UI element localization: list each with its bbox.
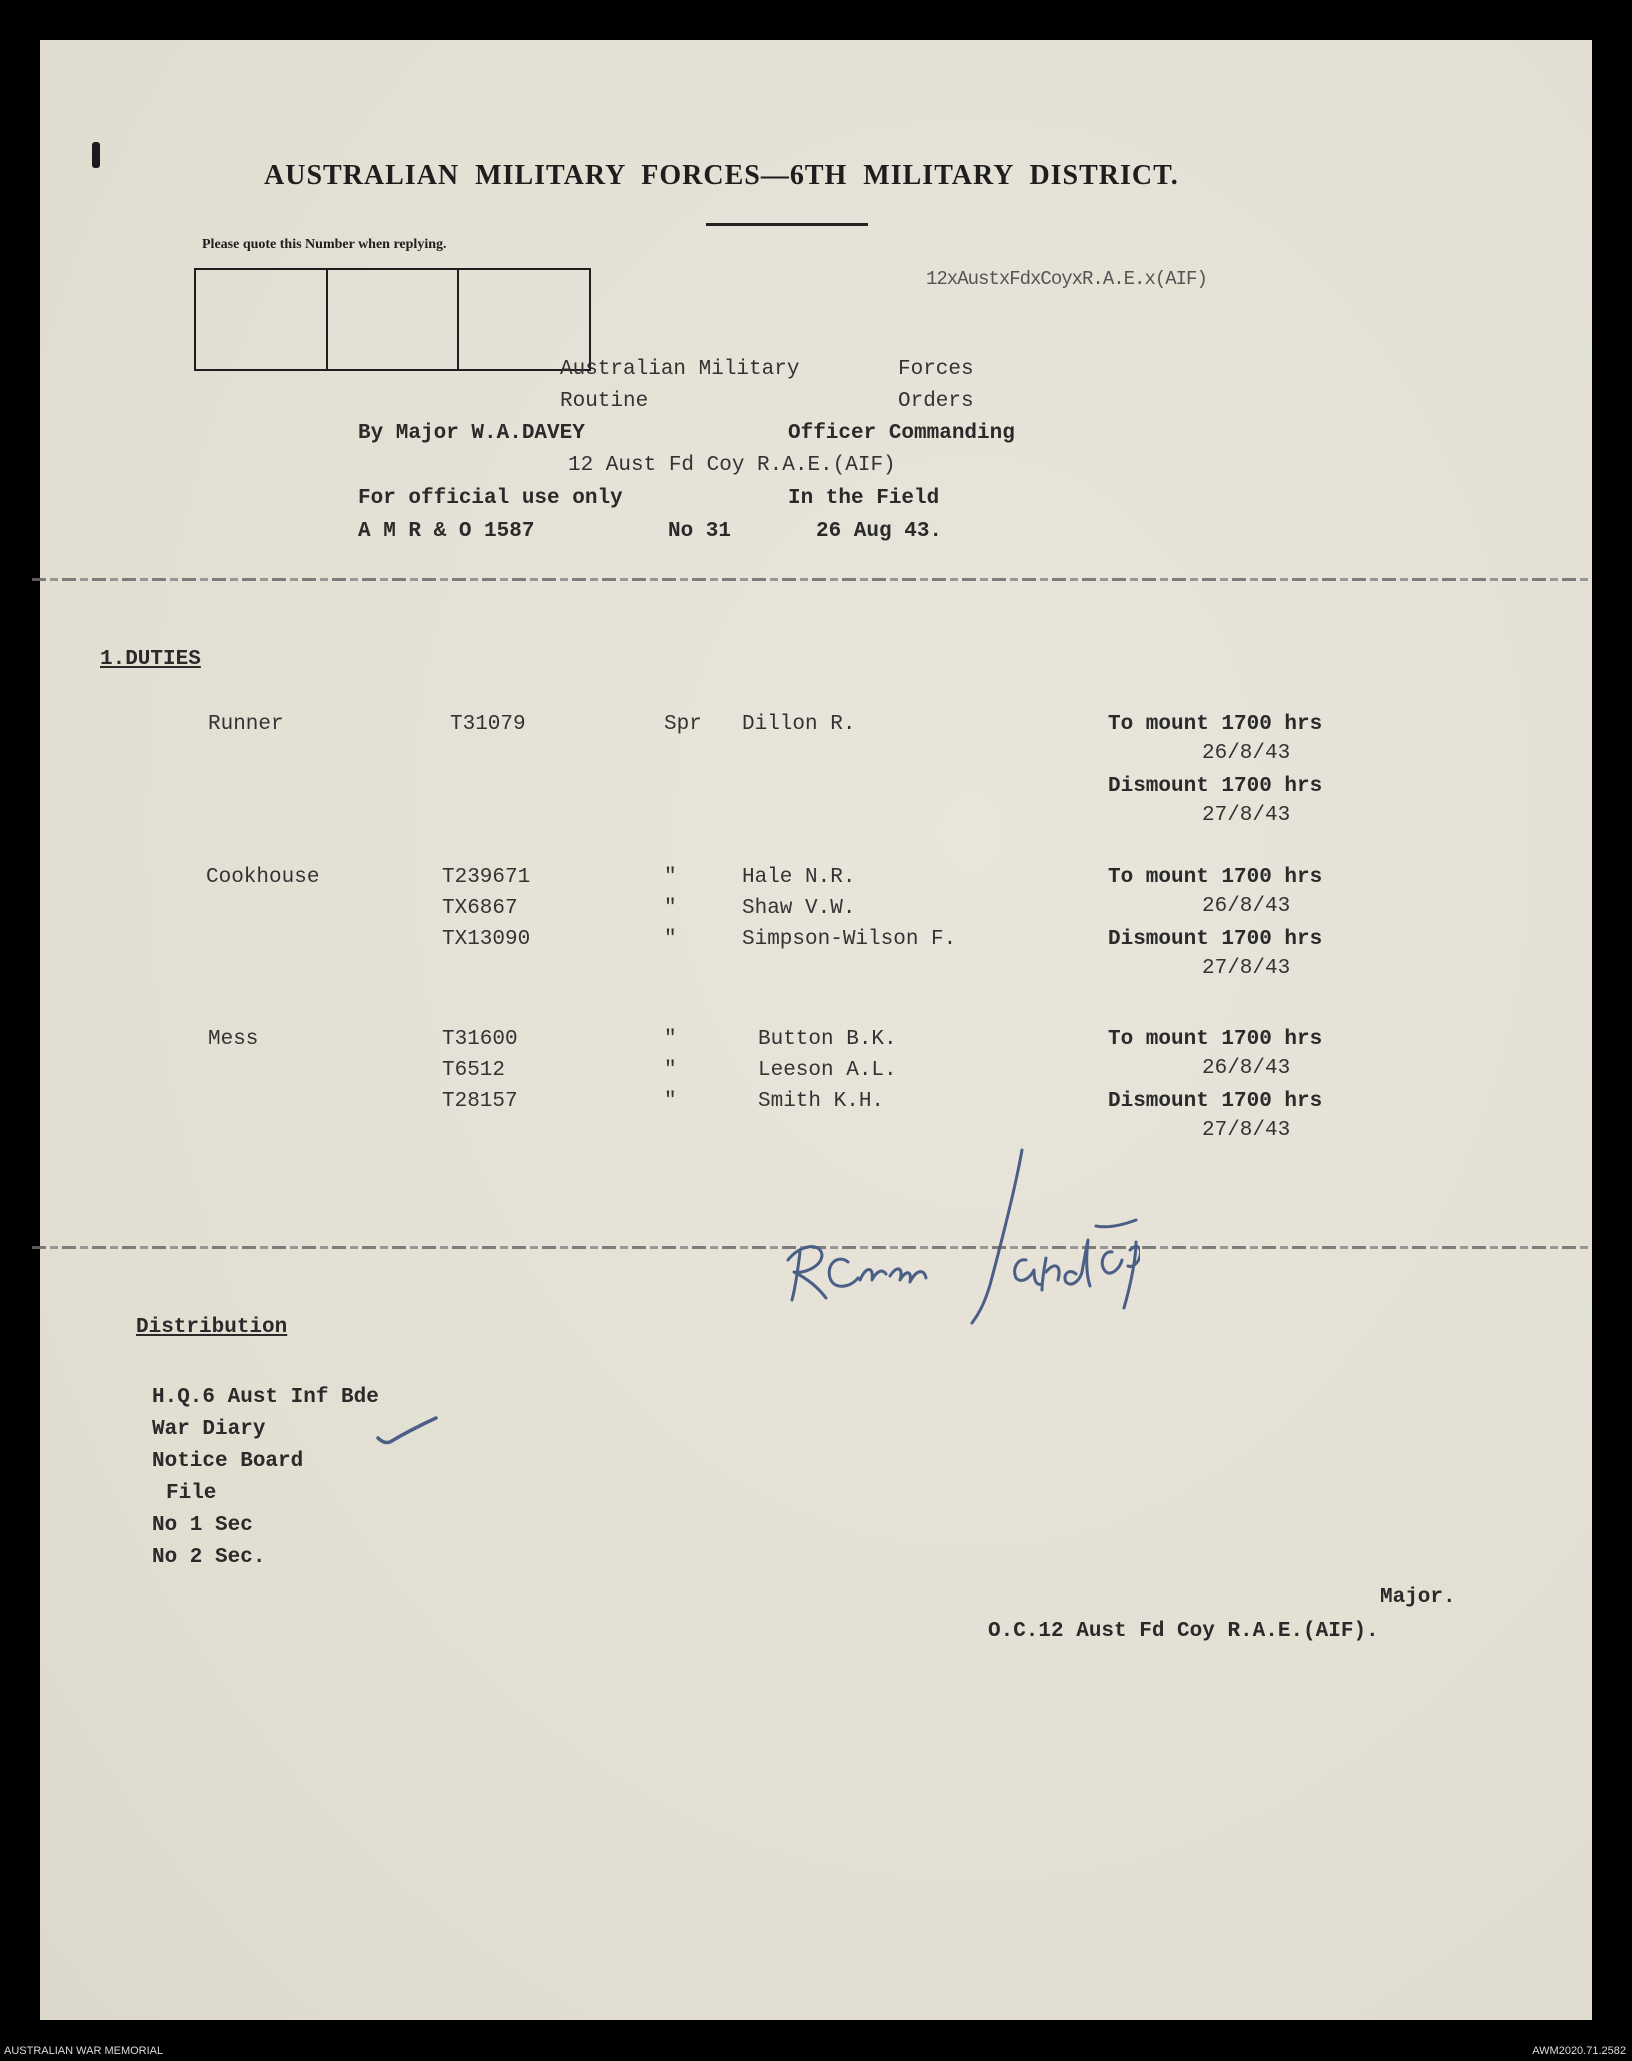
header-forces: Forces	[898, 358, 974, 381]
runner-rank: Spr	[664, 713, 702, 736]
footer-accession-number: AWM2020.71.2582	[1532, 2045, 1626, 2057]
document-page	[40, 40, 1592, 2020]
header-routine: Routine	[560, 390, 649, 413]
letterhead: AUSTRALIAN MILITARY FORCES—6TH MILITARY DISTRICT.	[264, 160, 1179, 191]
distribution-item: File	[166, 1482, 217, 1505]
footer-institution: AUSTRALIAN WAR MEMORIAL	[4, 2045, 164, 2057]
runner-name: Dillon R.	[742, 713, 856, 736]
header-australian-military: Australian Military	[560, 358, 800, 381]
header-orders: Orders	[898, 390, 974, 413]
header-in-the-field: In the Field	[788, 487, 940, 510]
header-order-number: No 31	[668, 520, 732, 543]
cookhouse-name: Hale N.R.	[742, 866, 856, 889]
mess-name: Button B.K.	[758, 1028, 897, 1051]
distribution-item: Notice Board	[152, 1450, 304, 1473]
section-title-duties: 1.DUTIES	[100, 648, 201, 671]
quote-number-label: Please quote this Number when replying.	[202, 237, 447, 252]
distribution-item: War Diary	[152, 1418, 266, 1441]
cookhouse-ditto: "	[664, 897, 677, 920]
runner-dismount-date: 27/8/43	[1202, 804, 1291, 827]
mess-dismount: Dismount 1700 hrs	[1108, 1090, 1323, 1113]
handwritten-signature	[740, 1140, 1140, 1330]
duty-label-mess: Mess	[208, 1028, 259, 1051]
section-divider	[32, 578, 1592, 581]
runner-mount: To mount 1700 hrs	[1108, 713, 1323, 736]
reference-cell	[328, 270, 460, 369]
runner-number: T31079	[450, 713, 526, 736]
header-unit: 12 Aust Fd Coy R.A.E.(AIF)	[568, 454, 896, 477]
signatory-rank: Major.	[1380, 1586, 1456, 1609]
cookhouse-number: TX13090	[442, 928, 531, 951]
runner-dismount: Dismount 1700 hrs	[1108, 775, 1323, 798]
distribution-item: No 1 Sec	[152, 1514, 253, 1537]
cookhouse-ditto: "	[664, 866, 677, 889]
tick-mark-icon	[374, 1412, 444, 1452]
cookhouse-ditto: "	[664, 928, 677, 951]
mess-name: Smith K.H.	[758, 1090, 885, 1113]
cookhouse-mount-date: 26/8/43	[1202, 895, 1291, 918]
mess-number: T6512	[442, 1059, 506, 1082]
punch-hole	[92, 142, 100, 168]
distribution-item: H.Q.6 Aust Inf Bde	[152, 1386, 379, 1409]
mess-dismount-date: 27/8/43	[1202, 1119, 1291, 1142]
header-official-use: For official use only	[358, 487, 623, 510]
signatory-unit: O.C.12 Aust Fd Coy R.A.E.(AIF).	[988, 1620, 1379, 1643]
runner-mount-date: 26/8/43	[1202, 742, 1291, 765]
duty-label-cookhouse: Cookhouse	[206, 866, 320, 889]
distribution-item: No 2 Sec.	[152, 1546, 266, 1569]
header-by-major: By Major W.A.DAVEY	[358, 422, 585, 445]
reference-cell	[196, 270, 328, 369]
cookhouse-name: Shaw V.W.	[742, 897, 856, 920]
mess-name: Leeson A.L.	[758, 1059, 897, 1082]
header-amro-ref: A M R & O 1587	[358, 520, 535, 543]
struck-through-unit: 12xAustxFdxCoyxR.A.E.x(AIF)	[926, 268, 1207, 290]
cookhouse-mount: To mount 1700 hrs	[1108, 866, 1323, 889]
cookhouse-name: Simpson-Wilson F.	[742, 928, 957, 951]
mess-mount-date: 26/8/43	[1202, 1057, 1291, 1080]
mess-ditto: "	[664, 1090, 677, 1113]
letterhead-rule	[706, 223, 868, 226]
mess-number: T28157	[442, 1090, 518, 1113]
mess-ditto: "	[664, 1028, 677, 1051]
cookhouse-dismount-date: 27/8/43	[1202, 957, 1291, 980]
mess-number: T31600	[442, 1028, 518, 1051]
mess-mount: To mount 1700 hrs	[1108, 1028, 1323, 1051]
cookhouse-dismount: Dismount 1700 hrs	[1108, 928, 1323, 951]
cookhouse-number: TX6867	[442, 897, 518, 920]
distribution-title: Distribution	[136, 1316, 288, 1339]
reference-number-box	[194, 268, 591, 371]
cookhouse-number: T239671	[442, 866, 531, 889]
duty-label-runner: Runner	[208, 713, 284, 736]
reference-cell	[459, 270, 589, 369]
mess-ditto: "	[664, 1059, 677, 1082]
header-order-date: 26 Aug 43.	[816, 520, 943, 543]
header-officer-commanding: Officer Commanding	[788, 422, 1015, 445]
